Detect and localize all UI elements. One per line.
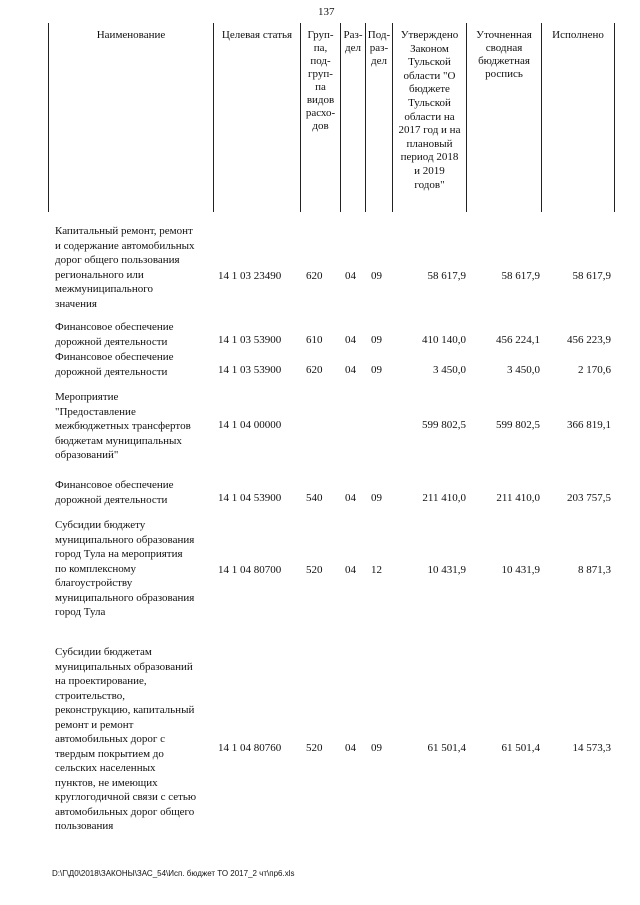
row-target-code: 14 1 04 53900 [218, 492, 282, 504]
header-name: Наименование [48, 23, 213, 212]
row-refined: 61 501,4 [501, 742, 540, 754]
row-name: Капитальный ремонт, ремонт и содержание автомобильных дорог общего пользования регионального или межмуниципального значения [55, 225, 195, 310]
row-target-code: 14 1 04 00000 [218, 419, 282, 431]
row-refined: 456 224,1 [496, 334, 540, 346]
row-target-code: 14 1 03 53900 [218, 364, 282, 376]
row-executed: 366 819,1 [567, 419, 611, 431]
row-group: 620 [306, 364, 323, 376]
row-section: 04 [345, 742, 356, 754]
file-path-footer: D:\Г\Д0\2018\ЗАКОНЫ\ЗАС_54\Исп. бюджет ТО 2017_2 чт\пр6.xls [52, 869, 295, 878]
row-approved: 58 617,9 [427, 270, 466, 282]
row-target-code: 14 1 04 80760 [218, 742, 282, 754]
row-refined: 10 431,9 [501, 564, 540, 576]
row-refined: 599 802,5 [496, 419, 540, 431]
row-name: Мероприятие "Предоставление межбюджетных трансфертов бюджетам муниципальных образований" [55, 391, 191, 461]
row-group: 620 [306, 270, 323, 282]
row-target-code: 14 1 03 23490 [218, 270, 282, 282]
row-group: 610 [306, 334, 323, 346]
row-subsection: 09 [371, 270, 382, 282]
row-refined: 58 617,9 [501, 270, 540, 282]
row-approved: 61 501,4 [427, 742, 466, 754]
row-executed: 58 617,9 [572, 270, 611, 282]
row-approved: 10 431,9 [427, 564, 466, 576]
row-subsection: 09 [371, 742, 382, 754]
row-name: Финансовое обеспечение дорожной деятельности [55, 479, 174, 506]
row-target-code: 14 1 04 80700 [218, 564, 282, 576]
row-approved: 211 410,0 [422, 492, 466, 504]
row-section: 04 [345, 270, 356, 282]
row-name: Финансовое обеспечение дорожной деятельности [55, 351, 174, 378]
row-name: Финансовое обеспечение дорожной деятельности [55, 321, 174, 348]
row-target-code: 14 1 03 53900 [218, 334, 282, 346]
row-section: 04 [345, 564, 356, 576]
row-group: 520 [306, 564, 323, 576]
row-approved: 3 450,0 [433, 364, 466, 376]
header-group: Груп- па, под- груп- па видов расхо- дов [300, 23, 340, 212]
row-subsection: 09 [371, 364, 382, 376]
header-subsection: Под- раз- дел [365, 23, 392, 212]
row-name: Субсидии бюджету муниципального образования город Тула на мероприятия по комплексному благоустройству муниципального образования город Тула [55, 519, 195, 618]
header-section: Раз- дел [340, 23, 365, 212]
row-refined: 211 410,0 [496, 492, 540, 504]
header-target: Целевая статья [213, 23, 300, 212]
row-name: Субсидии бюджетам муниципальных образований на проектирование, строительство, реконструкцию, капитальный ремонт и ремонт автомобильных дорог с твердым покрытием до сельских населенных пунктов, не имеющих круглогодичной связи с сетью автомобильных дорог общего пользования [55, 646, 197, 832]
row-executed: 456 223,9 [567, 334, 611, 346]
row-section: 04 [345, 364, 356, 376]
row-section: 04 [345, 492, 356, 504]
header-approved: Утверждено Законом Тульской области "О бюджете Тульской области на 2017 год и на плановый период 2018 и 2019 годов" [392, 23, 466, 212]
row-executed: 14 573,3 [572, 742, 611, 754]
header-executed: Исполнено [541, 23, 615, 212]
row-group: 520 [306, 742, 323, 754]
row-group: 540 [306, 492, 323, 504]
page-number: 137 [318, 6, 335, 18]
row-executed: 8 871,3 [578, 564, 611, 576]
row-executed: 2 170,6 [578, 364, 611, 376]
row-refined: 3 450,0 [507, 364, 540, 376]
row-section: 04 [345, 334, 356, 346]
row-executed: 203 757,5 [567, 492, 611, 504]
row-subsection: 12 [371, 564, 382, 576]
row-approved: 599 802,5 [422, 419, 466, 431]
row-subsection: 09 [371, 492, 382, 504]
row-subsection: 09 [371, 334, 382, 346]
header-refined: Уточненная сводная бюджетная роспись [466, 23, 541, 212]
row-approved: 410 140,0 [422, 334, 466, 346]
